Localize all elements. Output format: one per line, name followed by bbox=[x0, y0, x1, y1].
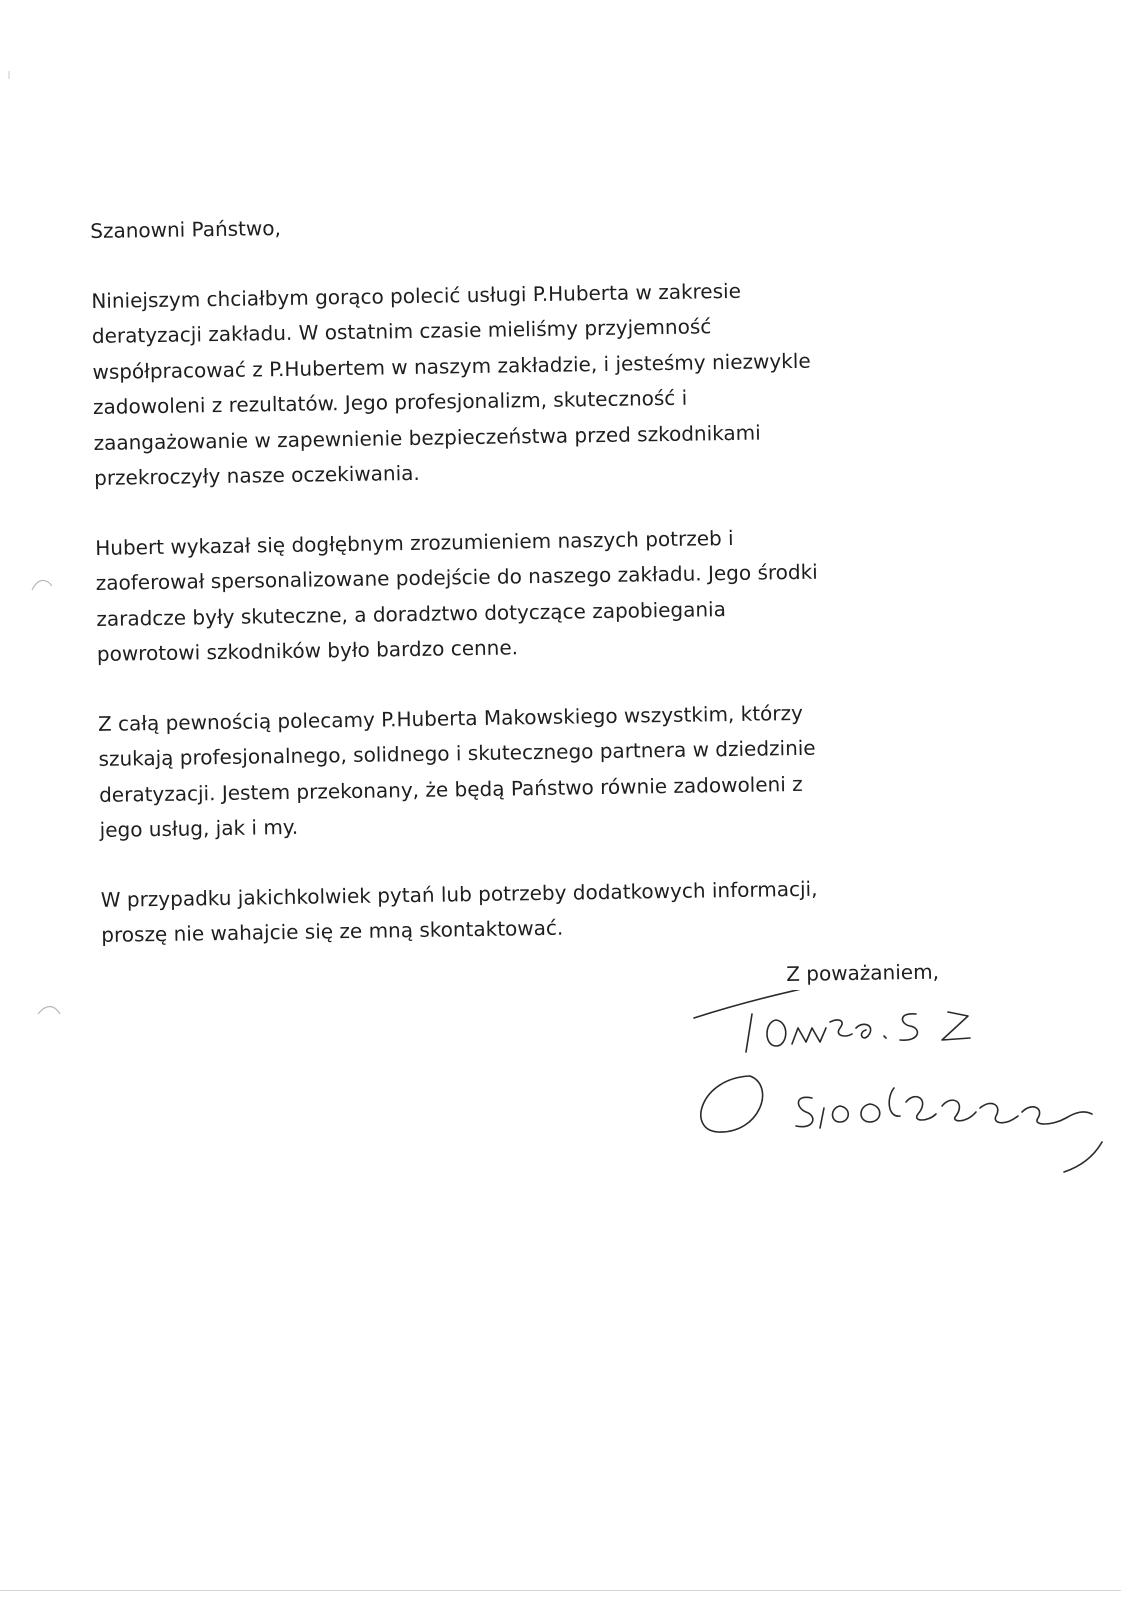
text-line: deratyzacji. Jestem przekonany, że będą Państwo równie zadowoleni z bbox=[98, 771, 803, 807]
text-line: przekroczyły nasze oczekiwania. bbox=[93, 460, 420, 490]
scan-artifact bbox=[6, 70, 12, 80]
text-line: jego usług, jak i my. bbox=[99, 814, 299, 842]
text-line: Z całą pewnością polecamy P.Huberta Makowskiego wszystkim, którzy bbox=[97, 700, 804, 736]
text-line: powrotowi szkodników było bardzo cenne. bbox=[96, 635, 519, 666]
scan-artifact bbox=[30, 576, 54, 594]
text-line: W przypadku jakichkolwiek pytań lub potrzeby dodatkowych informacji, bbox=[100, 876, 818, 912]
closing-line: Z poważaniem, bbox=[786, 959, 940, 986]
paragraph-contact bbox=[101, 869, 982, 954]
text-line: deratyzacji zakładu. W ostatnim czasie mieliśmy przyjemność bbox=[91, 314, 712, 348]
text-line: Niniejszym chciałbym gorąco polecić usługi P.Huberta w zakresie bbox=[91, 278, 742, 313]
text-line: współpracować z P.Hubertem w naszym zakładzie, i jesteśmy niezwykle bbox=[92, 348, 811, 384]
text-line: proszę nie wahajcie się ze mną skontaktować. bbox=[101, 915, 564, 947]
paragraph-endorsement bbox=[98, 693, 980, 849]
salutation: Szanowni Państwo, bbox=[90, 216, 282, 243]
text-line: zadowoleni z rezultatów. Jego profesjonalizm, skuteczność i bbox=[92, 385, 688, 419]
text-line: zaradcze były skuteczne, a doradztwo dotyczące zapobiegania bbox=[96, 596, 727, 631]
scan-artifact bbox=[36, 1002, 62, 1020]
handwritten-signature bbox=[680, 990, 1120, 1200]
paragraph-recommendation bbox=[91, 270, 974, 497]
text-line: Hubert wykazał się dogłębnym zrozumieniem naszych potrzeb i bbox=[95, 525, 734, 560]
letter-body bbox=[90, 200, 982, 953]
paragraph-approach bbox=[95, 517, 977, 673]
text-line: zaangażowanie w zapewnienie bezpieczeństwa przed szkodnikami bbox=[93, 419, 761, 455]
text-line: szukają profesjonalnego, solidnego i skutecznego partnera w dziedzinie bbox=[98, 735, 816, 771]
text-line: zaoferował spersonalizowane podejście do naszego zakładu. Jego środki bbox=[95, 559, 818, 595]
scan-edge bbox=[0, 1590, 1121, 1591]
